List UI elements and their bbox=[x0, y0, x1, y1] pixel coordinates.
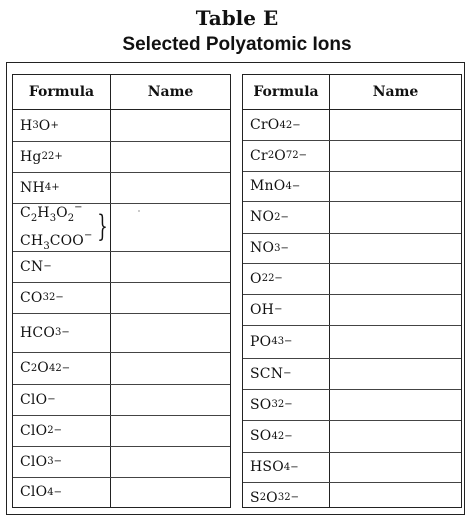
table-row bbox=[243, 140, 461, 172]
table-row bbox=[243, 201, 461, 234]
formula-subscript: 3 bbox=[274, 242, 281, 254]
ion-formula bbox=[20, 282, 64, 313]
ion-formula bbox=[20, 415, 62, 446]
ion-name-blank[interactable] bbox=[330, 201, 461, 233]
ion-formula bbox=[250, 201, 289, 233]
formula-charge: 2− bbox=[292, 150, 307, 161]
left-header-row bbox=[13, 75, 230, 110]
formula-subscript: 7 bbox=[285, 150, 293, 161]
formula-subscript: 2 bbox=[267, 150, 275, 161]
formula-subscript: 2 bbox=[30, 362, 38, 374]
formula-subscript: 3 bbox=[43, 241, 50, 252]
ion-formula bbox=[250, 389, 293, 420]
left-ion-table bbox=[12, 74, 231, 508]
formula-symbol: CH bbox=[20, 233, 44, 249]
formula-subscript: 4 bbox=[271, 430, 278, 442]
ion-formula bbox=[250, 171, 300, 201]
ion-formula bbox=[20, 251, 52, 282]
table-row bbox=[243, 294, 461, 326]
formula-symbol: O bbox=[38, 117, 51, 134]
formula-subscript: 3 bbox=[49, 213, 57, 224]
ion-name-blank[interactable] bbox=[111, 384, 230, 415]
brace-mark: } bbox=[97, 209, 109, 244]
formula-charge: 2− bbox=[277, 430, 293, 442]
formula-subscript: 2 bbox=[259, 492, 267, 503]
formula-line bbox=[20, 199, 92, 227]
ion-name-blank[interactable] bbox=[330, 171, 461, 201]
table-row bbox=[243, 452, 461, 483]
formula-subscript: 3 bbox=[277, 492, 285, 503]
table-row bbox=[243, 110, 461, 141]
formula-charge: − bbox=[47, 394, 56, 405]
ion-formula bbox=[20, 446, 62, 477]
formula-charge: − bbox=[290, 461, 299, 473]
formula-charge: − bbox=[53, 486, 63, 498]
table-subtitle: Selected Polyatomic Ions bbox=[122, 34, 352, 55]
ion-name-blank[interactable] bbox=[330, 110, 461, 140]
ion-name-blank[interactable] bbox=[330, 452, 461, 482]
table-row bbox=[13, 352, 230, 385]
formula-header: Formula bbox=[28, 84, 95, 100]
ion-name-blank[interactable] bbox=[111, 251, 230, 282]
formula-symbol: O bbox=[56, 205, 68, 221]
ion-formula bbox=[20, 384, 56, 415]
formula-subscript: 4 bbox=[279, 119, 286, 131]
formula-symbol: ClO bbox=[20, 391, 48, 408]
formula-symbol: PO bbox=[250, 333, 272, 350]
formula-symbol: O bbox=[274, 147, 286, 164]
ion-name-blank[interactable] bbox=[111, 352, 230, 384]
formula-charge: 3− bbox=[277, 336, 293, 347]
formula-symbol: H bbox=[20, 117, 33, 134]
table-row bbox=[243, 233, 461, 264]
ion-name-blank[interactable] bbox=[330, 482, 461, 513]
ion-name-blank[interactable] bbox=[111, 110, 230, 141]
formula-subscript: 4 bbox=[44, 182, 52, 193]
formula-subscript: 4 bbox=[48, 362, 56, 374]
formula-subscript: 2 bbox=[47, 425, 54, 436]
formula-subscript: 2 bbox=[261, 273, 269, 284]
formula-symbol: ClO bbox=[20, 422, 48, 439]
name-header: Name bbox=[147, 84, 194, 100]
formula-symbol: O bbox=[37, 360, 49, 376]
formula-charge: + bbox=[50, 120, 59, 131]
formula-charge: − bbox=[274, 304, 283, 315]
formula-subscript: 3 bbox=[55, 327, 62, 338]
ion-formula bbox=[20, 141, 63, 172]
formula-charge: − bbox=[43, 261, 52, 272]
table-row bbox=[243, 358, 461, 390]
ion-name-blank[interactable] bbox=[111, 477, 230, 507]
formula-subscript: 4 bbox=[285, 180, 292, 192]
formula-subscript: 2 bbox=[67, 213, 75, 224]
table-row bbox=[13, 110, 230, 142]
formula-symbol: O bbox=[250, 270, 262, 287]
formula-symbol: OH bbox=[250, 301, 275, 318]
table-row bbox=[243, 263, 461, 295]
ion-formula bbox=[250, 420, 293, 452]
table-row bbox=[243, 171, 461, 202]
formula-symbol: O bbox=[266, 489, 278, 506]
formula-subscript: 2 bbox=[274, 211, 281, 223]
formula-symbol: C bbox=[20, 360, 31, 376]
ion-name-blank[interactable] bbox=[330, 325, 461, 358]
ion-name-blank[interactable] bbox=[111, 446, 230, 477]
formula-subscript: 3 bbox=[42, 292, 49, 303]
ion-formula bbox=[20, 203, 112, 251]
formula-charge: 2− bbox=[285, 119, 301, 131]
formula-symbol: CN bbox=[20, 258, 44, 275]
formula-symbol: NO bbox=[250, 240, 275, 256]
formula-symbol: NH bbox=[20, 179, 45, 196]
formula-symbol: Cr bbox=[250, 147, 268, 164]
table-row bbox=[13, 251, 230, 283]
ion-formula bbox=[20, 110, 59, 141]
ion-formula bbox=[250, 233, 289, 263]
right-header-row bbox=[243, 75, 461, 110]
formula-symbol: SCN bbox=[250, 365, 284, 382]
ion-name-blank[interactable] bbox=[111, 313, 230, 352]
ion-name-blank[interactable] bbox=[111, 282, 230, 313]
formula-subscript: 4 bbox=[283, 461, 291, 473]
formula-subscript: 3 bbox=[32, 120, 39, 131]
ion-formula bbox=[250, 482, 299, 513]
formula-symbol: ClO bbox=[20, 453, 48, 470]
table-row bbox=[13, 313, 230, 353]
formula-charge: 2− bbox=[277, 399, 293, 410]
ion-name-blank[interactable] bbox=[330, 358, 461, 389]
ion-name-blank[interactable] bbox=[111, 415, 230, 446]
formula-charge: − bbox=[283, 368, 292, 379]
formula-symbol: MnO bbox=[250, 178, 286, 194]
formula-charge: − bbox=[280, 242, 289, 254]
formula-charge: − bbox=[291, 180, 301, 192]
table-row bbox=[13, 446, 230, 478]
ion-formula bbox=[250, 325, 292, 358]
ion-name-blank[interactable] bbox=[111, 203, 230, 251]
ion-name-blank[interactable] bbox=[330, 294, 461, 325]
ion-name-blank[interactable] bbox=[111, 141, 230, 172]
formula-symbol: SO bbox=[250, 396, 272, 413]
table-row bbox=[13, 415, 230, 447]
formula-charge: − bbox=[53, 456, 63, 467]
table-row bbox=[243, 482, 461, 513]
right-ion-table bbox=[242, 74, 462, 508]
table-row bbox=[243, 389, 461, 421]
table-row bbox=[13, 384, 230, 416]
table-row bbox=[243, 325, 461, 359]
formula-charge: 2+ bbox=[47, 151, 63, 162]
formula-symbol: HCO bbox=[20, 324, 55, 341]
formula-symbol: Hg bbox=[20, 148, 42, 165]
ion-formula bbox=[20, 313, 70, 352]
formula-subscript: 3 bbox=[47, 456, 54, 467]
formula-symbol: H bbox=[37, 205, 50, 221]
ion-name-blank[interactable] bbox=[330, 420, 461, 452]
ion-formula bbox=[250, 358, 292, 389]
formula-subscript: 3 bbox=[271, 399, 278, 410]
formula-symbol: S bbox=[250, 489, 260, 506]
formula-charge: − bbox=[53, 425, 63, 436]
name-header: Name bbox=[372, 84, 419, 100]
formula-subscript: 2 bbox=[41, 151, 48, 162]
formula-subscript: 4 bbox=[271, 336, 278, 347]
ion-name-blank[interactable] bbox=[330, 389, 461, 420]
formula-symbol: CrO bbox=[250, 117, 280, 133]
formula-charge: 2− bbox=[55, 362, 71, 374]
ion-name-blank[interactable] bbox=[330, 140, 461, 171]
formula-subscript: 4 bbox=[47, 486, 54, 498]
table-row bbox=[243, 420, 461, 453]
formula-charge: + bbox=[51, 182, 60, 193]
ion-name-blank[interactable] bbox=[330, 233, 461, 263]
formula-symbol: ClO bbox=[20, 484, 48, 500]
formula-symbol: HSO bbox=[250, 459, 284, 475]
ion-formula bbox=[20, 352, 70, 384]
formula-symbol: CO bbox=[20, 289, 43, 306]
formula-header: Formula bbox=[253, 84, 319, 100]
table-title: Table E bbox=[195, 6, 279, 30]
ion-formula bbox=[250, 140, 307, 171]
ion-formula bbox=[250, 110, 301, 140]
formula-symbol: SO bbox=[250, 428, 272, 444]
formula-charge: 2− bbox=[48, 292, 64, 303]
ion-formula bbox=[250, 294, 282, 325]
formula-charge: − bbox=[61, 327, 70, 338]
formula-subscript: 2 bbox=[30, 213, 38, 224]
formula-charge: 2− bbox=[284, 492, 299, 503]
formula-charge: − bbox=[280, 211, 289, 223]
formula-charge: − bbox=[83, 230, 93, 241]
formula-charge: − bbox=[74, 202, 83, 213]
formula-charge: 2− bbox=[268, 273, 283, 284]
formula-symbol: C bbox=[20, 205, 31, 221]
formula-symbol: COO bbox=[49, 233, 84, 249]
ion-formula bbox=[20, 477, 62, 507]
table-row bbox=[13, 282, 230, 314]
table-row bbox=[13, 477, 230, 507]
formula-symbol: NO bbox=[250, 209, 275, 225]
table-row bbox=[13, 203, 230, 252]
ion-formula bbox=[250, 452, 299, 482]
ion-name-blank[interactable] bbox=[111, 172, 230, 203]
ion-formula bbox=[250, 263, 283, 294]
ion-name-blank[interactable] bbox=[330, 263, 461, 294]
table-row bbox=[13, 141, 230, 173]
